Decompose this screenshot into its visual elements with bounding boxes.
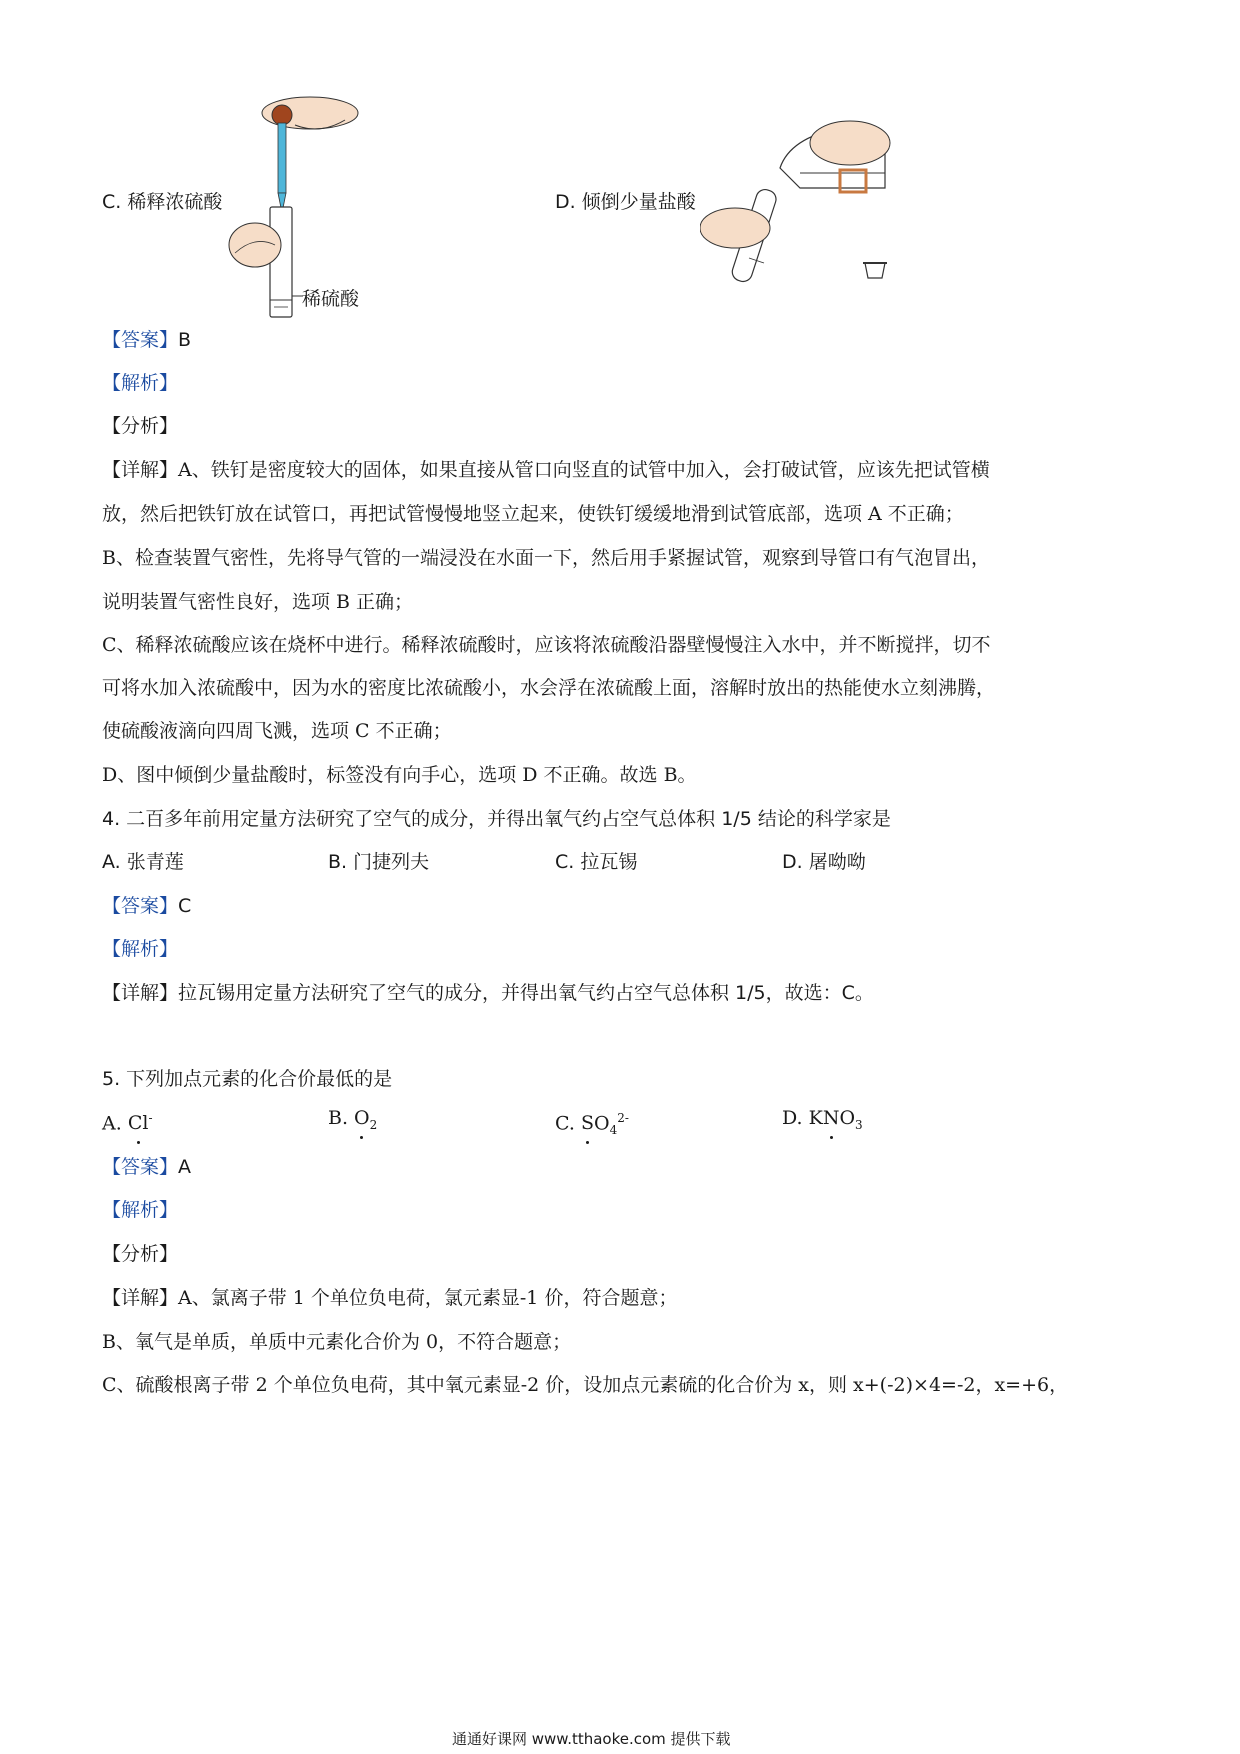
q4-option-b: B. 门捷列夫	[328, 851, 430, 873]
q4-option-c: C. 拉瓦锡	[555, 851, 638, 873]
q5-option-a: A. Cl-	[102, 1104, 153, 1137]
q5-option-d: D. $KNO_3$	[782, 1104, 863, 1139]
figure-c-caption: 稀硫酸	[302, 288, 360, 310]
q3-fenxi: 【分析】	[102, 415, 179, 437]
q4-answer	[102, 892, 191, 920]
answer-tag: 【答案】	[102, 1156, 179, 1178]
footer-credit: 通通好课网 www.tthaoke.com 提供下载	[452, 1730, 731, 1748]
q5-detail-line: 【详解】A、氯离子带 1 个单位负电荷，氯元素显-1 价，符合题意；	[102, 1287, 678, 1309]
answer-value: C	[178, 895, 192, 917]
q4-option-a: A. 张青莲	[102, 851, 184, 873]
q4-detail: 【详解】拉瓦锡用定量方法研究了空气的成分，并得出氧气约占空气总体积 1/5，故选：C。	[102, 982, 874, 1004]
q3-jiexi: 【解析】	[102, 372, 179, 394]
answer-value: B	[178, 329, 192, 351]
q5-answer	[102, 1153, 191, 1181]
q3-detail-line: 使硫酸液滴向四周飞溅，选项 C 不正确；	[102, 720, 452, 742]
q5-jiexi: 【解析】	[102, 1199, 179, 1221]
q4-option-d: D. 屠呦呦	[782, 851, 866, 873]
q5-stem: 5. 下列加点元素的化合价最低的是	[102, 1068, 393, 1090]
figure-pour-hydrochloric-acid	[700, 108, 910, 293]
q4-jiexi: 【解析】	[102, 938, 179, 960]
q3-detail-line: D、图中倾倒少量盐酸时，标签没有向手心，选项 D 不正确。故选 B。	[102, 764, 697, 786]
q3-answer	[102, 326, 191, 354]
q3-detail-line: B、检查装置气密性，先将导气管的一端浸没在水面一下，然后用手紧握试管，观察到导管口有气泡冒出，	[102, 547, 990, 569]
answer-value: A	[178, 1156, 192, 1178]
answer-tag: 【答案】	[102, 895, 179, 917]
option-c-label: C. 稀释浓硫酸	[102, 191, 223, 213]
q5-detail-line: C、硫酸根离子带 2 个单位负电荷，其中氧元素显-2 价，设加点元素硫的化合价为 x，则 x+(-2)×4=-2，x=+6，	[102, 1374, 1069, 1396]
q5-fenxi: 【分析】	[102, 1243, 179, 1265]
q5-option-b: B. $O_2$	[328, 1104, 377, 1139]
q5-option-c: C. $SO_4^{2-}$	[555, 1111, 629, 1138]
q5-detail-line: B、氧气是单质，单质中元素化合价为 0，不符合题意；	[102, 1331, 572, 1353]
q3-detail-line: C、稀释浓硫酸应该在烧杯中进行。稀释浓硫酸时，应该将浓硫酸沿器壁慢慢注入水中，并不断搅拌，切不	[102, 634, 991, 656]
option-d-label: D. 倾倒少量盐酸	[555, 191, 696, 213]
q3-detail-line: 说明装置气密性良好，选项 B 正确；	[102, 591, 414, 613]
q3-detail-line: 【详解】A、铁钉是密度较大的固体，如果直接从管口向竖直的试管中加入，会打破试管，应该先把试管横	[102, 459, 990, 481]
q3-detail-line: 放，然后把铁钉放在试管口，再把试管慢慢地竖立起来，使铁钉缓缓地滑到试管底部，选项 A 不正确；	[102, 503, 964, 525]
q3-detail-line: 可将水加入浓硫酸中，因为水的密度比浓硫酸小，水会浮在浓硫酸上面，溶解时放出的热能使水立刻沸腾，	[102, 677, 996, 699]
q4-stem: 4. 二百多年前用定量方法研究了空气的成分，并得出氧气约占空气总体积 1/5 结论的科学家是	[102, 808, 891, 830]
answer-tag: 【答案】	[102, 329, 179, 351]
